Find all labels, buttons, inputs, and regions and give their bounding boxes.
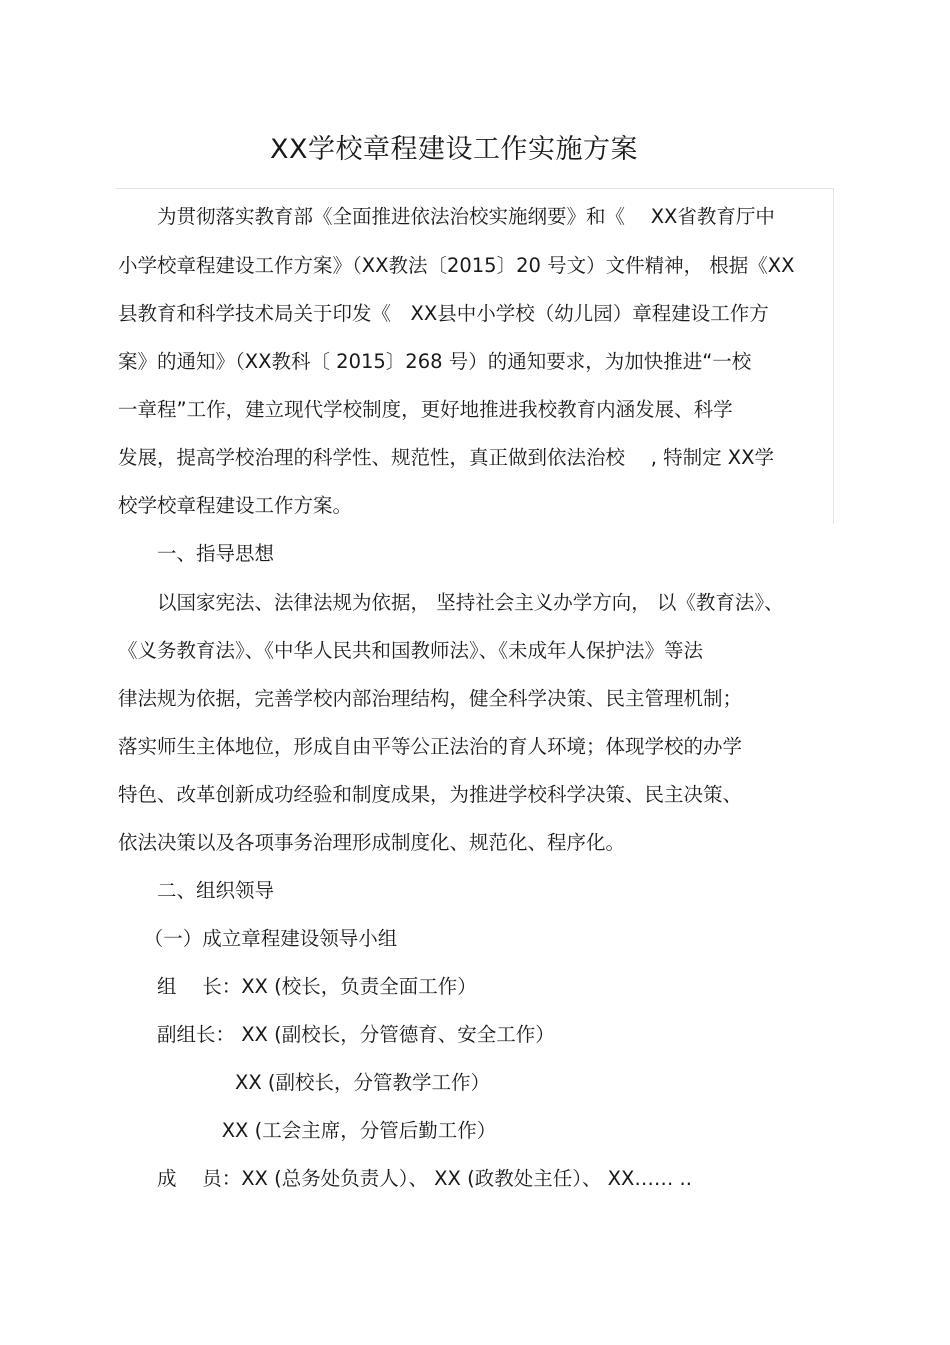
text-line: 律法规为依据，完善学校内部治理结构，健全科学决策、民主管理机制； bbox=[118, 687, 743, 710]
text-line: 发展，提高学校治理的科学性、规范性，真正做到依法治校 , 特制定 XX学 bbox=[118, 446, 775, 469]
member-line-deputy: XX (工会主席，分管后勤工作） bbox=[118, 1119, 497, 1142]
section-heading-organization: 二、组织领导 bbox=[118, 879, 275, 902]
preamble-frame-top-border bbox=[116, 188, 834, 189]
text-line: 小学校章程建设工作方案》（XX教法〔2015〕20 号文）文件精神， 根据《XX bbox=[118, 254, 795, 277]
member-line-deputy: XX (副校长，分管教学工作） bbox=[118, 1071, 491, 1094]
document-title: XX学校章程建设工作实施方案 bbox=[270, 134, 638, 165]
text-line: 特色、改革创新成功经验和制度成果，为推进学校科学决策、民主决策、 bbox=[118, 783, 743, 806]
text-line: 案》的通知》（XX教科〔 2015〕268 号）的通知要求，为加快推进“一校 bbox=[118, 350, 752, 373]
member-line-leader: 组 长：XX (校长，负责全面工作） bbox=[118, 975, 477, 998]
member-line-members: 成 员：XX (总务处负责人）、 XX (政教处主任）、 XX…… .. bbox=[118, 1167, 692, 1190]
text-line: 依法决策以及各项事务治理形成制度化、规范化、程序化。 bbox=[118, 831, 626, 854]
text-line: 《义务教育法》、《中华人民共和国教师法》、《未成年人保护法》等法 bbox=[118, 639, 704, 662]
member-line-deputy: 副组长： XX (副校长，分管德育、安全工作） bbox=[118, 1023, 555, 1046]
text-line: 校学校章程建设工作方案。 bbox=[118, 494, 353, 517]
section-heading-guiding-ideology: 一、指导思想 bbox=[118, 542, 275, 565]
subheading-leading-group: （一）成立章程建设领导小组 bbox=[118, 927, 398, 950]
preamble-frame-right-border bbox=[833, 188, 834, 524]
text-line: 一章程”工作，建立现代学校制度，更好地推进我校教育内涵发展、科学 bbox=[118, 398, 733, 421]
text-line: 以国家宪法、法律法规为依据， 坚持社会主义办学方向， 以《教育法》、 bbox=[118, 591, 784, 614]
text-line: 落实师生主体地位，形成自由平等公正法治的育人环境；体现学校的办学 bbox=[118, 735, 743, 758]
text-line: 县教育和科学技术局关于印发《 XX县中小学校（幼儿园）章程建设工作方 bbox=[118, 302, 769, 325]
text-line: 为贯彻落实教育部《全面推进依法治校实施纲要》和《 XX省教育厅中 bbox=[118, 205, 775, 228]
